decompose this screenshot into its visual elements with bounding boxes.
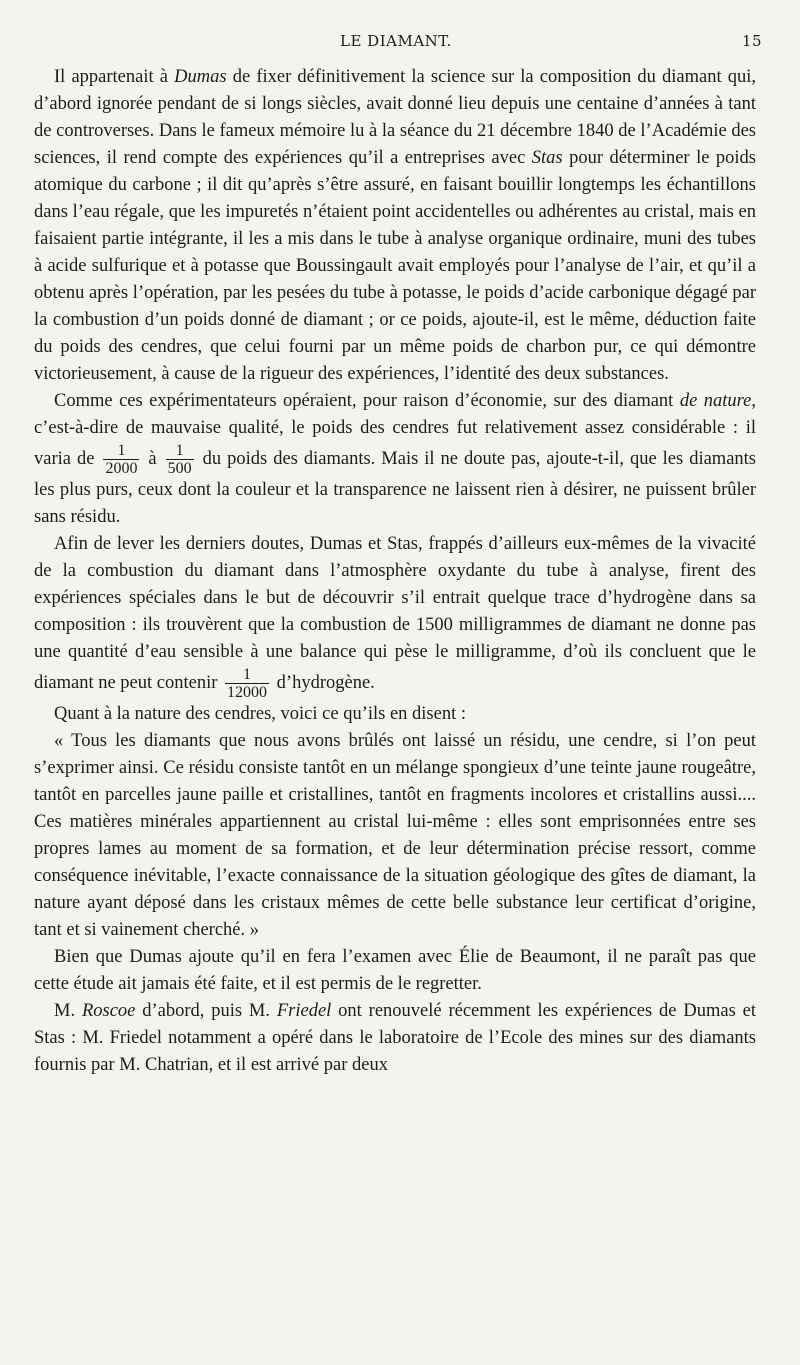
fraction: $\frac{1}{12000}$ bbox=[227, 666, 268, 701]
emphasis: de nature bbox=[679, 391, 752, 411]
paragraph: Afin de lever les derniers doutes, Dumas et Stas, frappés d’ailleurs eux-mêmes de la vivacité de la combustion du diamant dans l’atmosphère oxydante du tube à analyse, firent des expériences spéciales dans le but de découvrir s’il entrait quelque trace d’hydrogène dans sa composition : ils trouvèrent que la combustion de 1500 milligrammes de diamant ne donne pas une quantité d’eau sensible à une balance qui pèse le milligramme, d’où ils concluent que le diamant ne peut contenir $\frac{1}{12000}$ d’hydrogène. bbox=[34, 534, 756, 701]
paragraph: Il appartenait à Dumas de fixer définitivement la science sur la composition du diamant qui, d’abord ignorée pendant de si longs siècles, avait donné lieu depuis une centaine d’années à tant de controverses. Dans le fameux mémoire lu à la séance du 21 décembre 1840 de l’Académie des sciences, il rend compte des expériences qu’il a entreprises avec Stas pour déterminer le poids atomique du carbone ; il dit qu’après s’être assuré, en faisant bouillir longtemps les échantillons dans l’eau régale, que les impuretés n’étaient point accidentelles ou adhérentes au cristal, mais en faisaient partie intégrante, il les a mis dans le tube à analyse organique ordinaire, muni des tubes à acide sulfurique et à potasse que Boussingault avait employés pour l’analyse de l’air, et qu’il a obtenu après l’opération, par les pesées du tube à potasse, le poids d’acide carbonique dégagé par la combustion d’un poids donné de diamant ; or ce poids, ajoute-il, est le même, déduction faite du poids des cendres, que celui fourni par un même poids de charbon pur, ce qui démontre victorieusement, à cause de la rigueur des expériences, l’identité des deux substances. bbox=[34, 67, 757, 384]
page-number: 15 bbox=[742, 32, 763, 50]
author-name: Roscoe bbox=[81, 1001, 136, 1021]
paragraph: Quant à la nature des cendres, voici ce qu’ils en disent : bbox=[54, 704, 466, 724]
author-name: Stas bbox=[531, 148, 563, 168]
author-name: Friedel bbox=[276, 1001, 332, 1021]
running-title: LE DIAMANT. bbox=[340, 32, 452, 50]
page-header bbox=[0, 32, 800, 56]
paragraph: Comme ces expérimentateurs opéraient, pour raison d’économie, sur des diamant de nature, c’est-à-dire de mauvaise qualité, le poids des cendres fut relativement assez considérable : il varia de $\frac{1}{2000}$ à $\frac{1}{500}$ du poids des diamants. Mais il ne doute pas, ajoute-t-il, que les diamants les plus purs, ceux dont la couleur et la transparence ne laissent rien à désirer, ne puissent brûler sans résidu. bbox=[34, 391, 756, 527]
page-body bbox=[34, 64, 756, 1079]
fraction: $\frac{1}{2000}$ bbox=[105, 442, 138, 477]
fraction: $\frac{1}{500}$ bbox=[167, 442, 192, 477]
paragraph: M. Roscoe d’abord, puis M. Friedel ont renouvelé récemment les expériences de Dumas et Stas : M. Friedel notamment a opéré dans le laboratoire de l’Ecole des mines sur des diamants fournis par M. Chatrian, et il est arrivé par deux bbox=[34, 1001, 756, 1075]
quotation-paragraph: « Tous les diamants que nous avons brûlés ont laissé un résidu, une cendre, si l’on peut s’exprimer ainsi. Ce résidu consiste tantôt en un mélange spongieux d’une teinte jaune rougeâtre, tantôt en parcelles jaune paille et cristallines, tantôt en fragments incolores et cristallins aussi.... Ces matières minérales appartiennent au cristal lui-même : elles sont emprisonnées entre ses propres lames au moment de sa formation, et de leur détermination précise ressort, comme conséquence inévitable, l’exacte connaissance de la situation géologique des gîtes de diamant, la nature ayant déposé dans les cristaux mêmes de cette belle substance leur certificat d’origine, tant et si vainement cherché. » bbox=[34, 731, 756, 940]
author-name: Dumas bbox=[174, 67, 227, 87]
paragraph: Bien que Dumas ajoute qu’il en fera l’examen avec Élie de Beaumont, il ne paraît pas que cette étude ait jamais été faite, et il est permis de le regretter. bbox=[34, 947, 756, 994]
